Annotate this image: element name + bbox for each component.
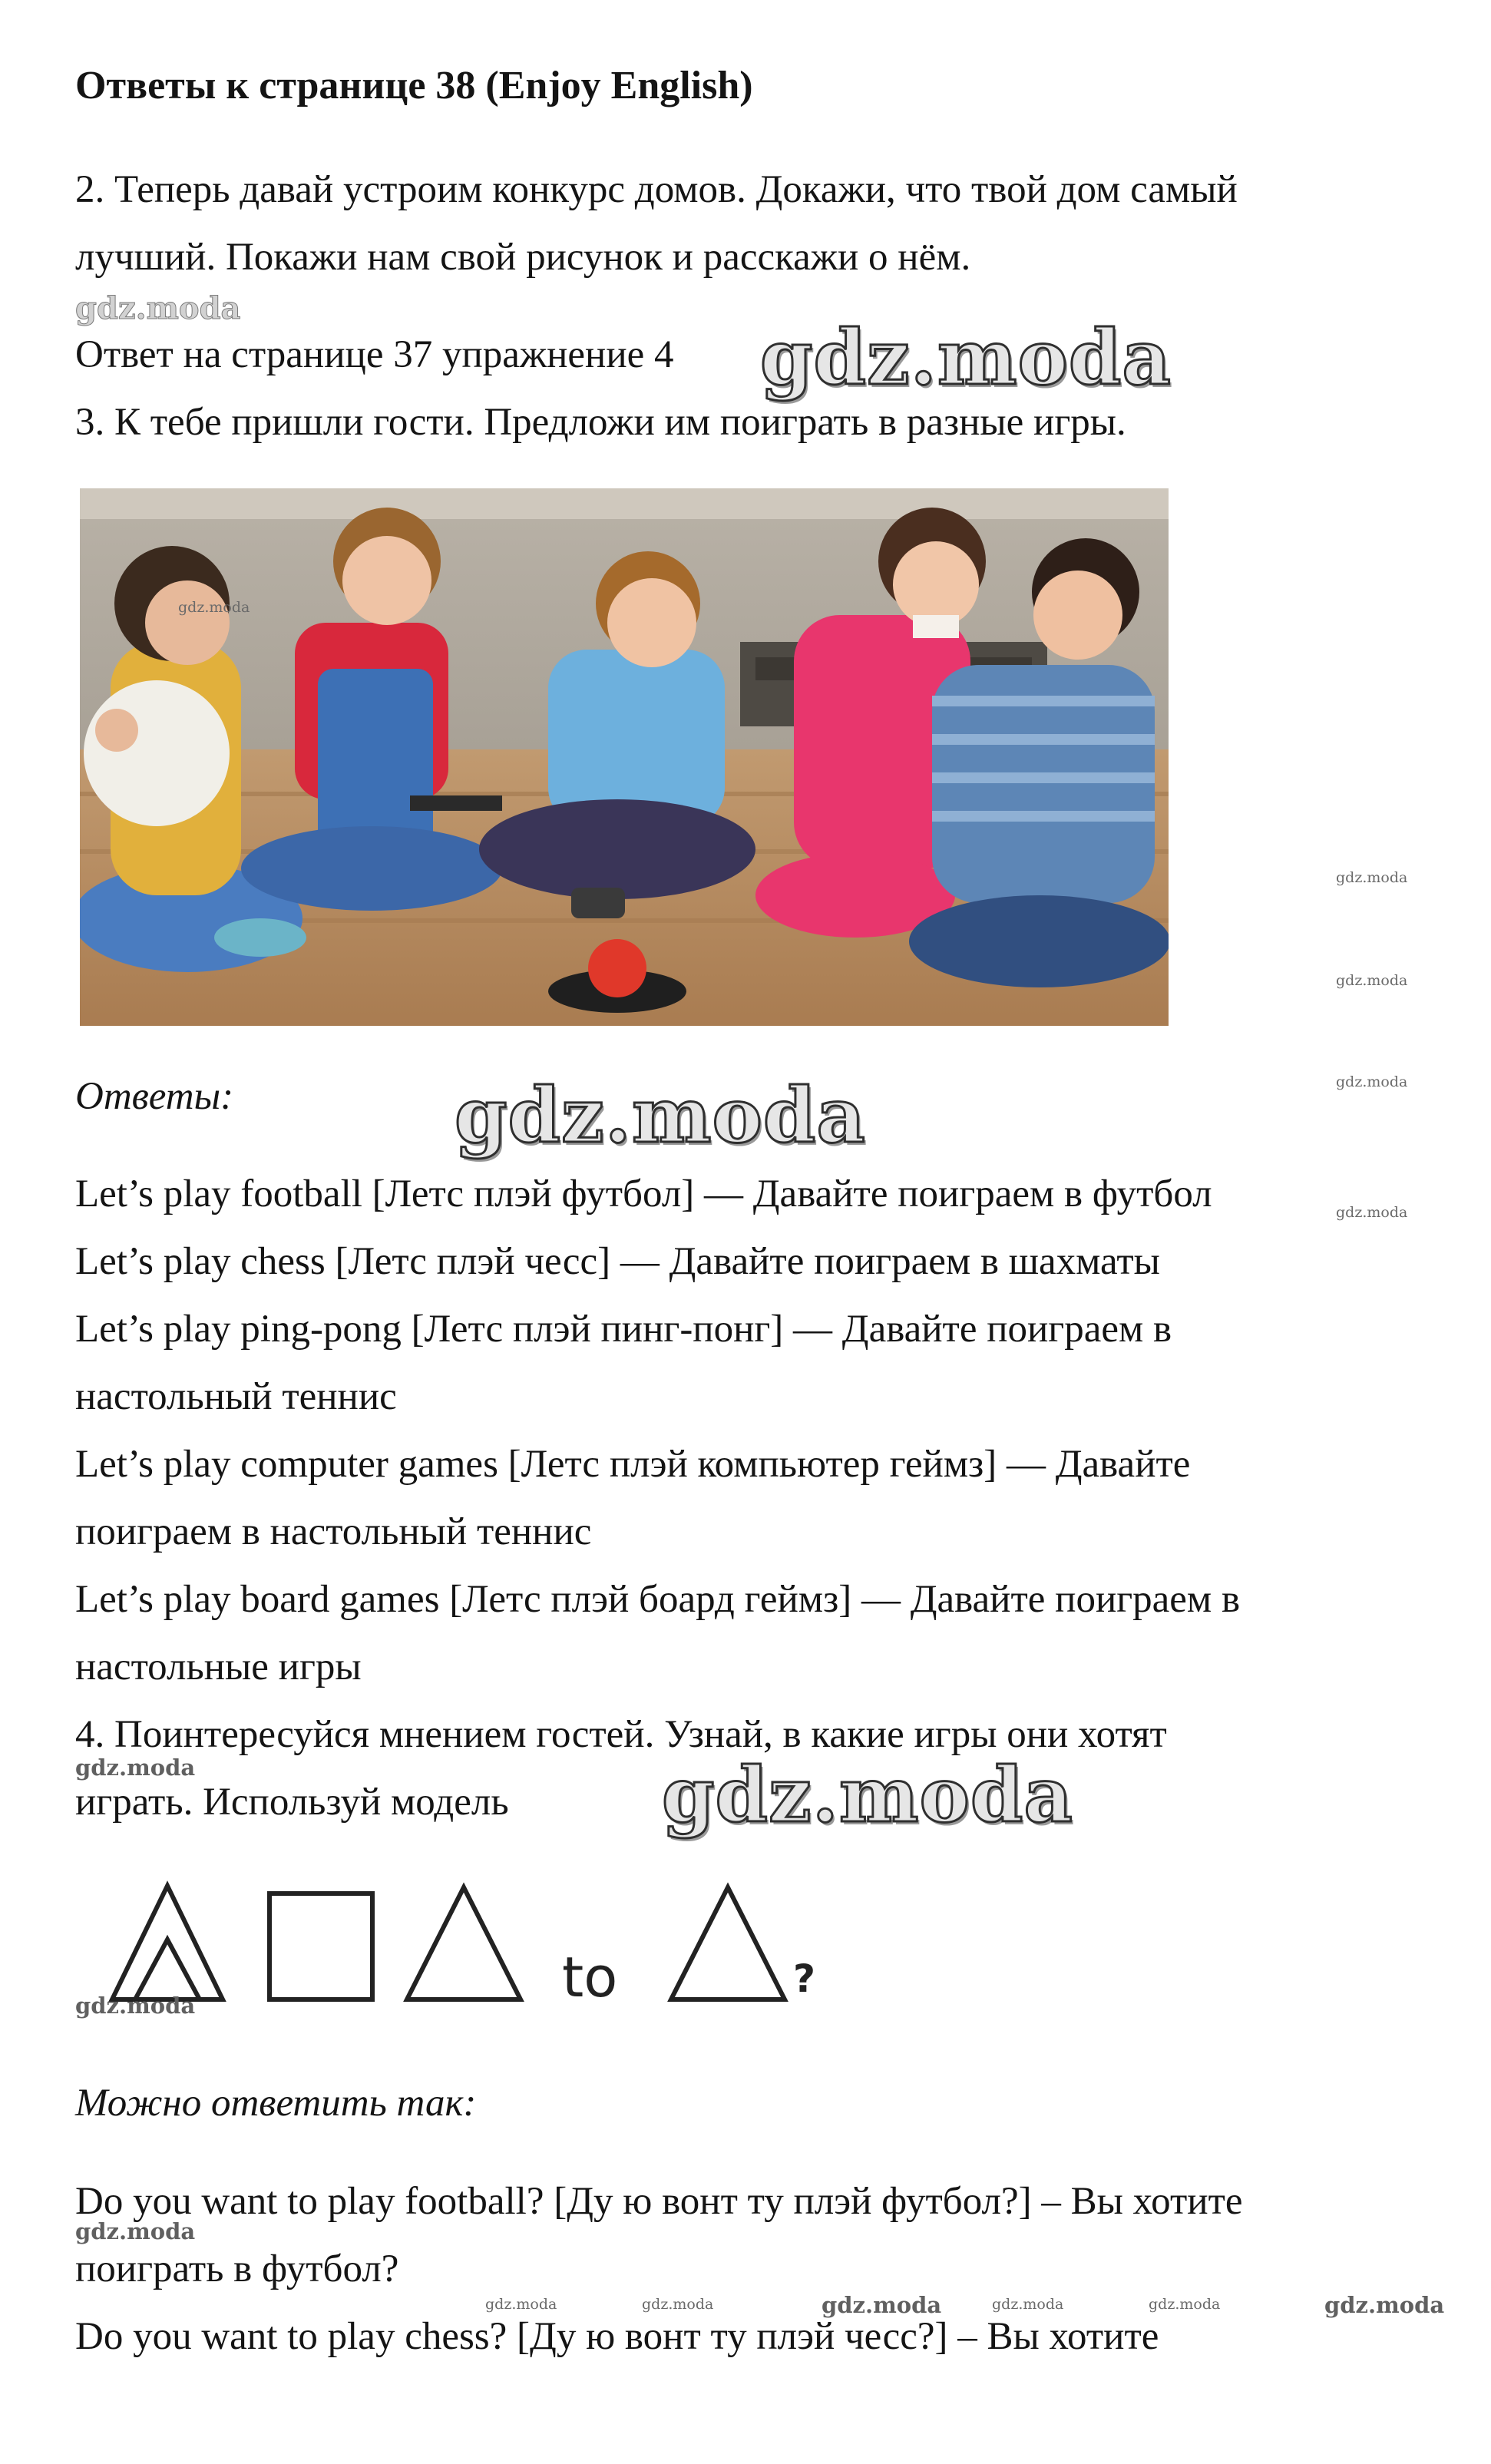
task3-answer-2: Let’s play chess [Летс плэй чесс] — Давайте поиграем в шахматы bbox=[75, 1240, 1160, 1283]
watermark-small: gdz.moda bbox=[75, 1755, 196, 1781]
model-question-mark: ? bbox=[793, 1956, 816, 2001]
watermark-tiny: gdz.moda bbox=[1149, 2296, 1221, 2313]
task3-answer-3-cont: настольный теннис bbox=[75, 1375, 397, 1418]
triangle-icon-2 bbox=[671, 1887, 785, 1999]
page-title: Ответы к странице 38 (Enjoy English) bbox=[75, 64, 753, 107]
task4-text-line1: 4. Поинтересуйся мнением гостей. Узнай, в какие игры они хотят bbox=[75, 1713, 1167, 1756]
task3-answers-label: Ответы: bbox=[75, 1075, 234, 1118]
square-icon bbox=[269, 1893, 372, 1999]
watermark-tiny: gdz.moda bbox=[1336, 1073, 1408, 1090]
watermark-tiny: gdz.moda bbox=[1336, 869, 1408, 886]
watermark-small: gdz.moda bbox=[822, 2292, 942, 2318]
task4-answer-1: Do you want to play football? [Ду ю вонт ту плэй футбол?] – Вы хотите bbox=[75, 2180, 1243, 2223]
task3-answer-3: Let’s play ping-pong [Летс плэй пинг-понг] — Давайте поиграем в bbox=[75, 1308, 1172, 1351]
watermark-tiny: gdz.moda bbox=[178, 599, 250, 616]
task3-answer-5-cont: настольные игры bbox=[75, 1645, 362, 1688]
watermark-small: gdz.moda bbox=[1324, 2292, 1445, 2318]
watermark-tiny: gdz.moda bbox=[992, 2296, 1064, 2313]
task3-prompt: 3. К тебе пришли гости. Предложи им поиграть в разные игры. bbox=[75, 401, 1126, 444]
watermark-small: gdz.moda bbox=[75, 2218, 196, 2244]
watermark-large: gdz.moda bbox=[455, 1072, 866, 1160]
model-word-to: to bbox=[562, 1945, 618, 2007]
watermark-small: gdz.moda bbox=[75, 1993, 196, 2019]
watermark-medium: gdz.moda bbox=[75, 290, 241, 326]
task4-answer-2: Do you want to play chess? [Ду ю вонт ту плэй чесс?] – Вы хотите bbox=[75, 2315, 1159, 2358]
task2-text-line1: 2. Теперь давай устроим конкурс домов. Докажи, что твой дом самый bbox=[75, 168, 1238, 211]
sentence-model-diagram bbox=[106, 1877, 843, 2007]
task3-answer-5: Let’s play board games [Летс плэй боард геймз] — Давайте поиграем в bbox=[75, 1578, 1241, 1621]
children-playing-photo bbox=[80, 488, 1169, 1026]
watermark-tiny: gdz.moda bbox=[485, 2296, 557, 2313]
triangle-icon bbox=[407, 1887, 521, 1999]
task4-answer-label: Можно ответить так: bbox=[75, 2082, 477, 2125]
watermark-large: gdz.moda bbox=[760, 314, 1172, 402]
watermark-tiny: gdz.moda bbox=[1336, 1204, 1408, 1221]
watermark-tiny: gdz.moda bbox=[642, 2296, 714, 2313]
task2-answer: Ответ на странице 37 упражнение 4 bbox=[75, 333, 674, 376]
task4-answer-1-cont: поиграть в футбол? bbox=[75, 2247, 399, 2290]
task3-answer-4: Let’s play computer games [Летс плэй компьютер геймз] — Давайте bbox=[75, 1443, 1191, 1486]
task4-text-line2: играть. Используй модель bbox=[75, 1781, 509, 1824]
watermark-large: gdz.moda bbox=[662, 1751, 1073, 1840]
task3-answer-1: Let’s play football [Летс плэй футбол] — Давайте поиграем в футбол bbox=[75, 1172, 1212, 1215]
task3-answer-4-cont: поиграем в настольный теннис bbox=[75, 1510, 592, 1553]
task2-text-line2: лучший. Покажи нам свой рисунок и расскажи о нём. bbox=[75, 236, 971, 279]
watermark-tiny: gdz.moda bbox=[1336, 972, 1408, 989]
